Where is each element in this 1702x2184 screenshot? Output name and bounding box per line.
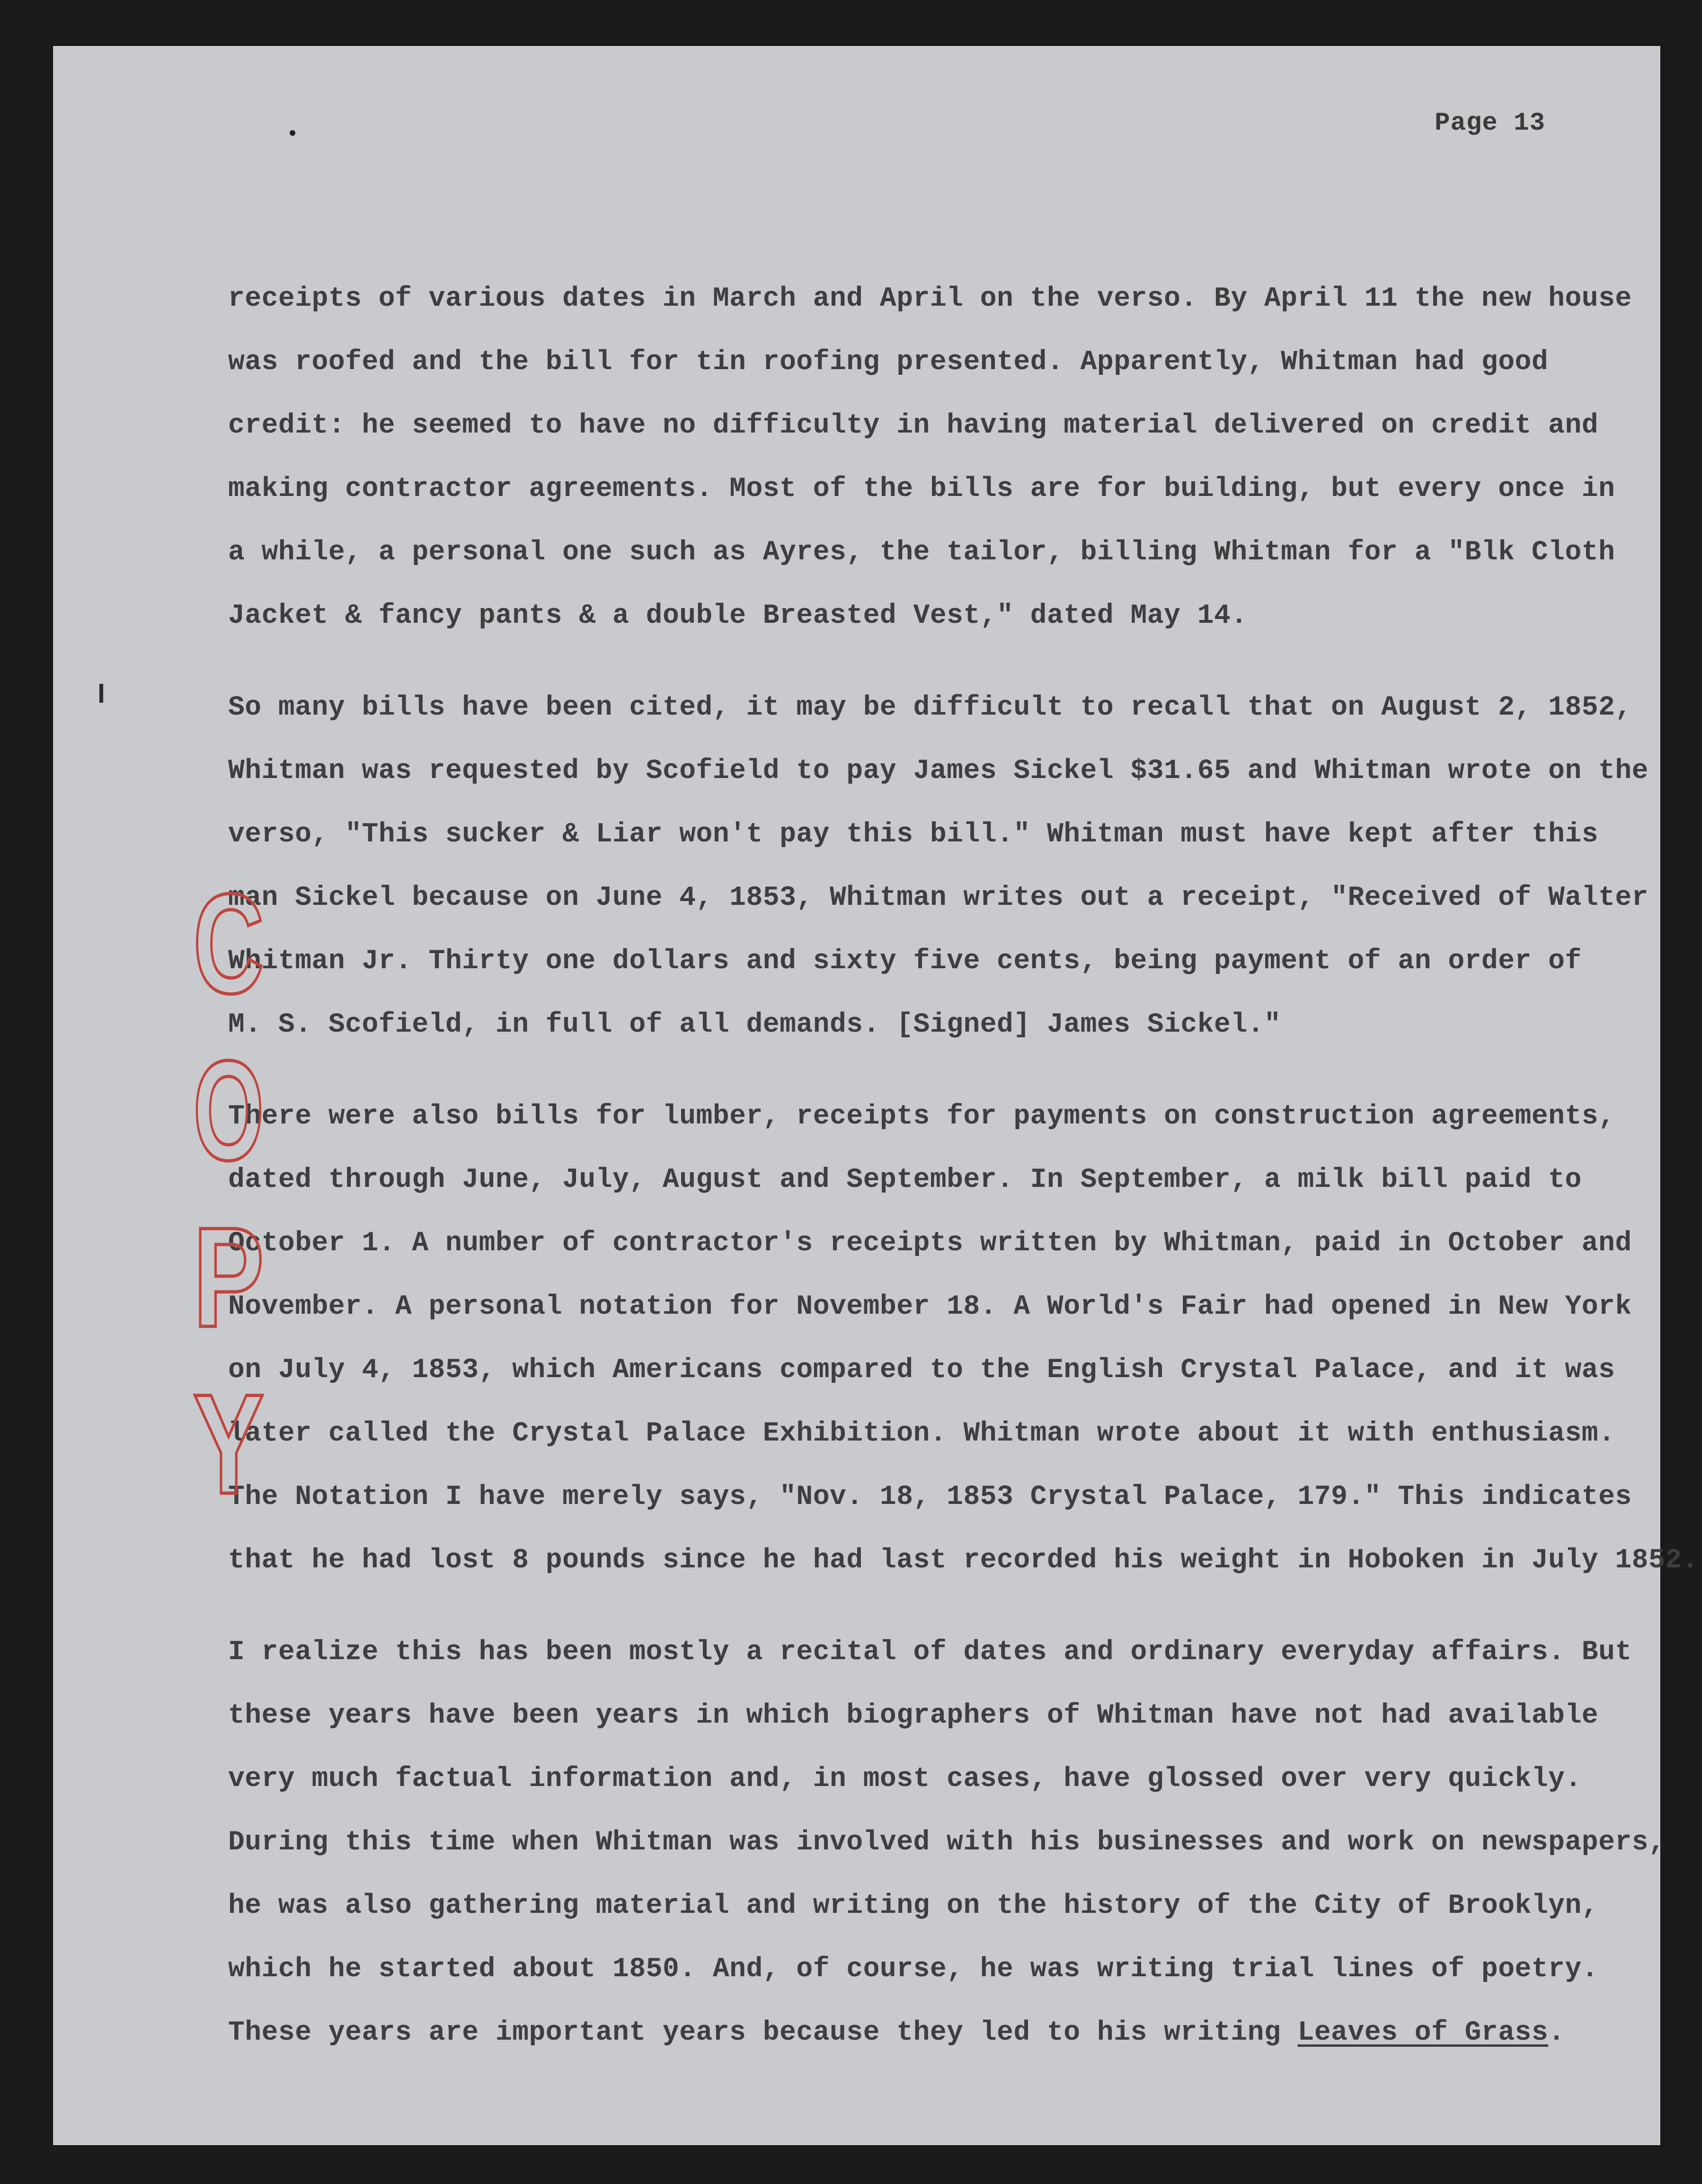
text-line: November. A personal notation for November 18. A World's Fair had opened in New York: [228, 1291, 1632, 1322]
text-line: a while, a personal one such as Ayres, the tailor, billing Whitman for a "Blk Cloth: [228, 537, 1615, 568]
book-title: Leaves of Grass: [1297, 2017, 1549, 2048]
text-line: on July 4, 1853, which Americans compared to the English Crystal Palace, and it was: [228, 1355, 1615, 1386]
paragraph-2: [228, 676, 1649, 1057]
text-line: was roofed and the bill for tin roofing presented. Apparently, Whitman had good: [228, 347, 1549, 378]
text-line: these years have been years in which biographers of Whitman have not had available: [228, 1700, 1599, 1731]
paragraph-4: [228, 1621, 1666, 2065]
text-line-final: [228, 2001, 1634, 2065]
text-line: Jacket & fancy pants & a double Breasted Vest," dated May 14.: [228, 601, 1248, 631]
text-line: he was also gathering material and writing on the history of the City of Brooklyn,: [228, 1891, 1599, 1921]
body-text: [228, 267, 1699, 2093]
paragraph-3: [228, 1085, 1699, 1592]
paragraph-1: [228, 267, 1634, 648]
text-line: credit: he seemed to have no difficulty in having material delivered on credit and: [228, 410, 1599, 441]
typed-page: [52, 45, 1699, 2146]
text-line: man Sickel because on June 4, 1853, Whitman writes out a receipt, "Received of Walter: [228, 883, 1649, 913]
text-line: M. S. Scofield, in full of all demands. [Signed] James Sickel.": [228, 1009, 1281, 1040]
margin-mark: [99, 684, 103, 703]
page-number: Page 13: [1435, 109, 1545, 138]
text-line: So many bills have been cited, it may be difficult to recall that on August 2, 1852,: [228, 692, 1632, 723]
stamp-letter-c: C: [193, 864, 264, 1023]
stamp-letter-y: Y: [193, 1364, 264, 1524]
text-line: I realize this has been mostly a recital of dates and ordinary everyday affairs. But: [228, 1637, 1632, 1668]
final-line-text: These years are important years because they led to his writing: [228, 2017, 1298, 2048]
margin-dot: [290, 130, 295, 136]
text-line: making contractor agreements. Most of the bills are for building, but every once in: [228, 474, 1615, 504]
stamp-letter-o: O: [193, 1031, 264, 1190]
text-line: dated through June, July, August and September. In September, a milk bill paid to: [228, 1165, 1582, 1195]
text-line: The Notation I have merely says, "Nov. 18, 1853 Crystal Palace, 179." This indicates: [228, 1482, 1632, 1512]
text-line: verso, "This sucker & Liar won't pay this bill." Whitman must have kept after this: [228, 819, 1599, 850]
text-line: that he had lost 8 pounds since he had last recorded his weight in Hoboken in July 1852.: [228, 1545, 1699, 1576]
text-line: receipts of various dates in March and April on the verso. By April 11 the new house: [228, 283, 1632, 314]
text-line: October 1. A number of contractor's receipts written by Whitman, paid in October and: [228, 1228, 1632, 1259]
copy-stamp: [188, 854, 269, 1524]
text-line: Whitman Jr. Thirty one dollars and sixty five cents, being payment of an order of: [228, 946, 1582, 977]
text-line: During this time when Whitman was involved with his businesses and work on newspapers,: [228, 1827, 1666, 1858]
text-line: which he started about 1850. And, of course, he was writing trial lines of poetry.: [228, 1954, 1599, 1985]
text-line: There were also bills for lumber, receipts for payments on construction agreements,: [228, 1101, 1615, 1132]
text-line: very much factual information and, in most cases, have glossed over very quickly.: [228, 1764, 1582, 1795]
final-line-period: .: [1548, 2017, 1565, 2048]
text-line: later called the Crystal Palace Exhibition. Whitman wrote about it with enthusiasm.: [228, 1418, 1615, 1449]
text-line: Whitman was requested by Scofield to pay James Sickel $31.65 and Whitman wrote on the: [228, 756, 1649, 787]
stamp-letter-p: P: [193, 1197, 264, 1357]
